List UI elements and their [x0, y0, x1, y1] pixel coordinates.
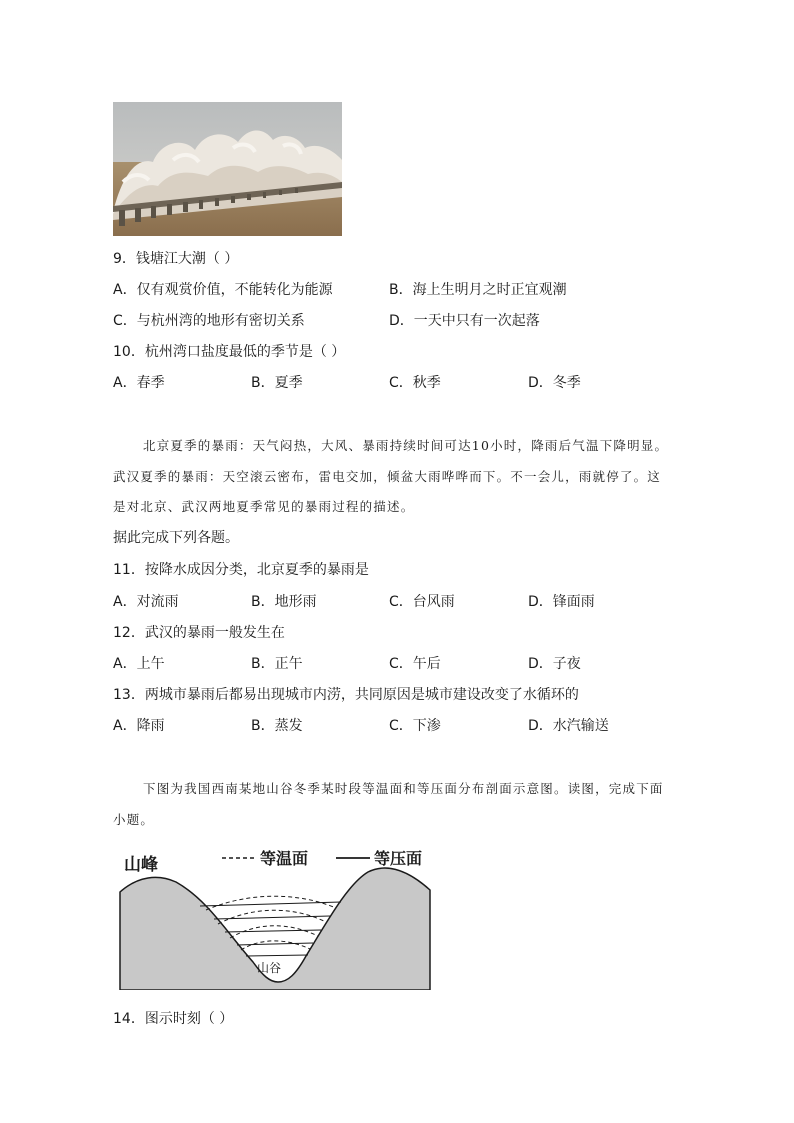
- passage-2-line-1: 下图为我国西南某地山谷冬季某时段等温面和等压面分布剖面示意图。读图，完成下面: [143, 781, 664, 796]
- passage-1-line-1: 北京夏季的暴雨：天气闷热，大风、暴雨持续时间可达10小时，降雨后气温下降明显。: [143, 438, 669, 453]
- question-14-stem: 14．图示时刻（ ）: [113, 1011, 234, 1027]
- question-9-option-a[interactable]: A．仅有观赏价值，不能转化为能源: [113, 282, 333, 298]
- valley-label: 山谷: [257, 961, 282, 975]
- question-10-stem: 10．杭州湾口盐度最低的季节是（ ）: [113, 344, 346, 360]
- question-12-option-a[interactable]: A．上午: [113, 656, 165, 672]
- question-12-option-d[interactable]: D．子夜: [528, 656, 581, 672]
- question-9-stem: 9．钱塘江大潮（ ）: [113, 251, 239, 267]
- question-11-stem: 11．按降水成因分类，北京夏季的暴雨是: [113, 562, 369, 578]
- question-9-option-d[interactable]: D．一天中只有一次起落: [389, 313, 540, 329]
- question-12-option-b[interactable]: B．正午: [251, 656, 303, 672]
- tidal-bore-photo: [113, 102, 342, 236]
- question-11-option-a[interactable]: A．对流雨: [113, 594, 179, 610]
- isobar-legend-label: 等压面: [374, 849, 423, 868]
- passage-1-line-2: 武汉夏季的暴雨：天空滚云密布，雷电交加，倾盆大雨哗哗而下。不一会儿，雨就停了。这: [113, 469, 662, 484]
- question-12-option-c[interactable]: C．午后: [389, 656, 441, 672]
- valley-isotherm-isobar-diagram: [118, 844, 434, 990]
- question-9-option-b[interactable]: B．海上生明月之时正宜观潮: [389, 282, 567, 298]
- passage-2-line-2: 小题。: [113, 812, 155, 827]
- question-12-stem: 12．武汉的暴雨一般发生在: [113, 625, 285, 641]
- isotherm-legend-label: 等温面: [260, 849, 309, 868]
- question-10-option-a[interactable]: A．春季: [113, 375, 165, 391]
- question-9-option-c[interactable]: C．与杭州湾的地形有密切关系: [113, 313, 305, 329]
- question-11-option-b[interactable]: B．地形雨: [251, 594, 317, 610]
- question-13-option-d[interactable]: D．水汽输送: [528, 718, 609, 734]
- passage-1-instruction: 据此完成下列各题。: [113, 530, 239, 546]
- peak-label: 山峰: [124, 855, 158, 875]
- question-13-option-a[interactable]: A．降雨: [113, 718, 165, 734]
- question-13-option-c[interactable]: C．下渗: [389, 718, 441, 734]
- question-10-option-d[interactable]: D．冬季: [528, 375, 581, 391]
- question-11-option-d[interactable]: D．锋面雨: [528, 594, 595, 610]
- question-11-option-c[interactable]: C．台风雨: [389, 594, 455, 610]
- question-13-stem: 13．两城市暴雨后都易出现城市内涝，共同原因是城市建设改变了水循环的: [113, 687, 579, 703]
- passage-1-line-3: 是对北京、武汉两地夏季常见的暴雨过程的描述。: [113, 499, 415, 514]
- question-10-option-c[interactable]: C．秋季: [389, 375, 441, 391]
- question-13-option-b[interactable]: B．蒸发: [251, 718, 303, 734]
- question-10-option-b[interactable]: B．夏季: [251, 375, 303, 391]
